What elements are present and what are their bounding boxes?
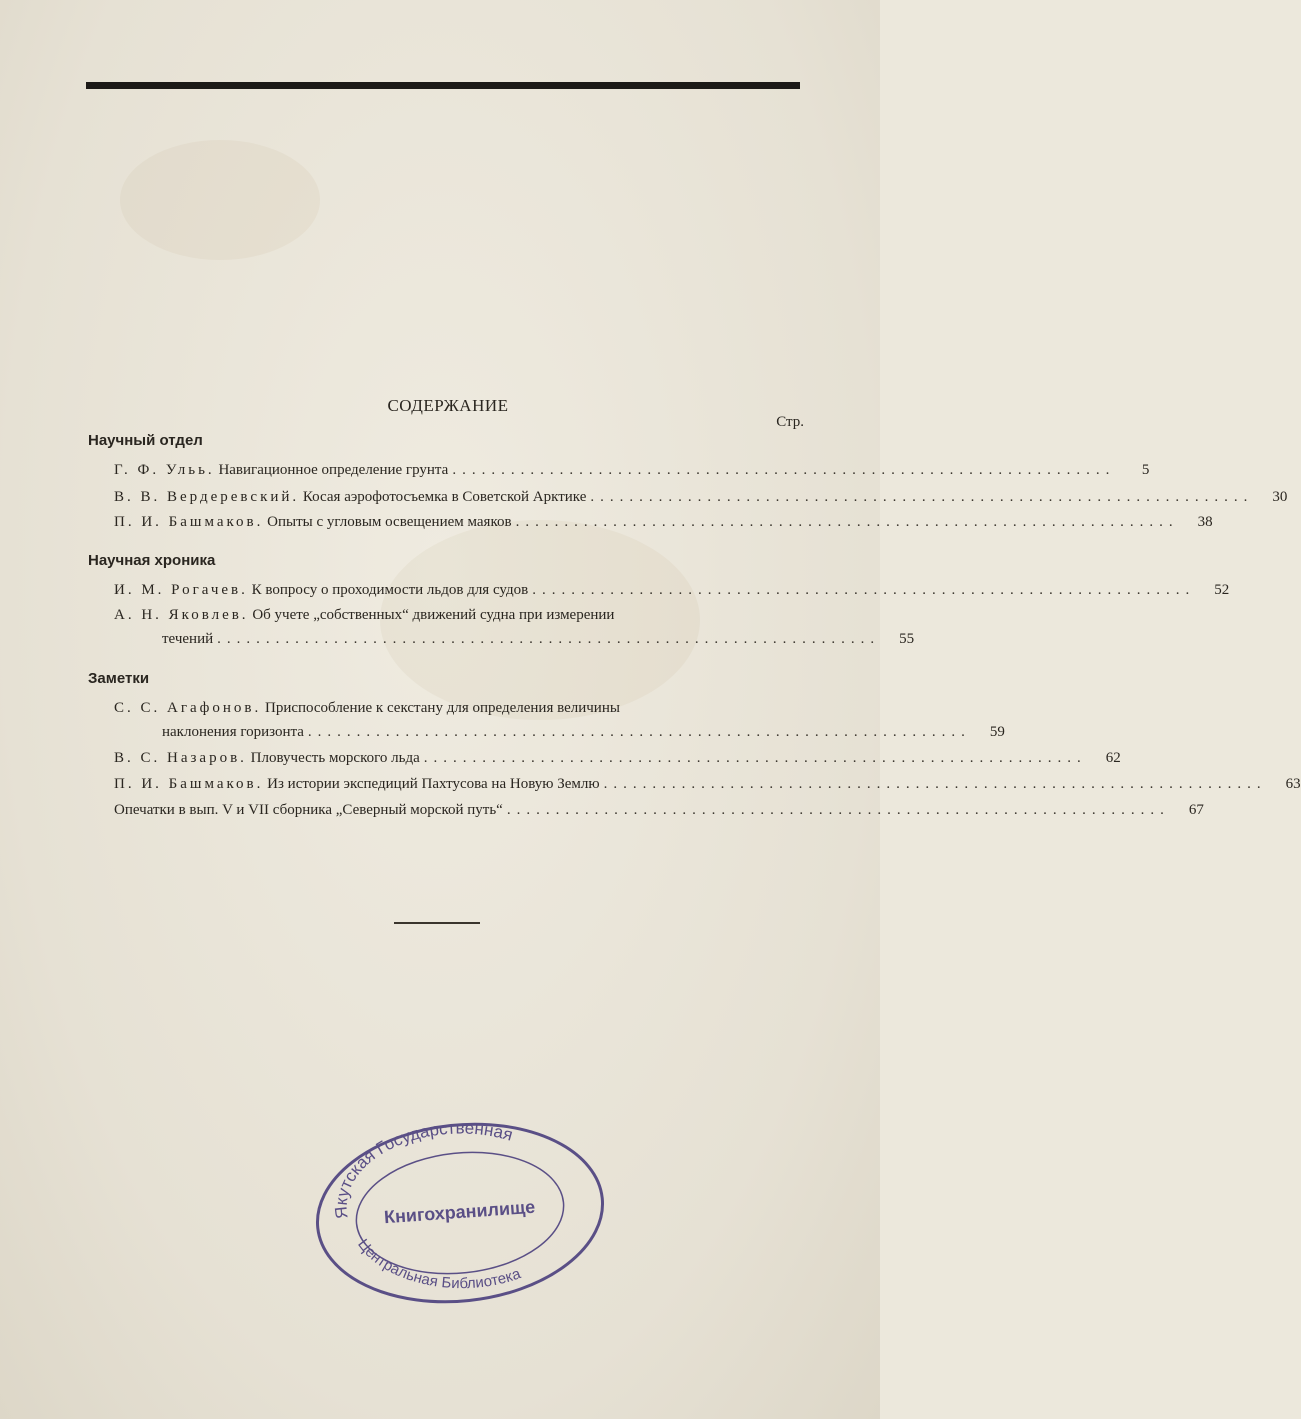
toc-entry[interactable]: [114, 772, 1301, 796]
entry-title-continuation: наклонения горизонта: [162, 724, 304, 740]
stamp-bottom-text: Центральная Библиотека: [354, 1235, 523, 1293]
leader-dots: ....................................................................: [532, 582, 1196, 598]
bottom-rule: [394, 922, 480, 924]
leader-dots: ....................................................................: [452, 462, 1116, 478]
entry-page: 62: [1105, 750, 1121, 766]
entry-author: С. С. Агафонов.: [114, 700, 262, 716]
page-title: СОДЕРЖАНИЕ: [387, 396, 509, 415]
entry-author: В. С. Назаров.: [114, 750, 247, 766]
leader-dots: ....................................................................: [423, 750, 1087, 766]
entry-title: Об учете „собственных“ движений судна при измерении: [252, 607, 615, 623]
entry-author: И. М. Рогачев.: [114, 582, 248, 598]
entry-title: Навигационное определение грунта: [218, 462, 449, 478]
section-title-notes: Заметки: [88, 670, 150, 687]
entry-title: Опыты с угловым освещением маяков: [267, 514, 512, 530]
entry-page: 59: [989, 724, 1005, 740]
toc-entry[interactable]: [114, 603, 915, 651]
entry-author: А. Н. Яковлев.: [114, 607, 249, 623]
entry-author: В. В. Вердеревский.: [114, 489, 300, 505]
section-title-chronicle: Научная хроника: [88, 552, 216, 569]
entry-title: Косая аэрофотосъемка в Советской Арктике: [302, 489, 587, 505]
leader-dots: ....................................................................: [590, 489, 1254, 505]
toc-entry[interactable]: [114, 578, 1230, 602]
toc-entry[interactable]: [114, 485, 1288, 509]
entry-title: Пловучесть морского льда: [250, 750, 420, 766]
leader-dots: ....................................................................: [603, 776, 1267, 792]
paper-stain: [120, 140, 320, 260]
leader-dots: ....................................................................: [506, 802, 1170, 818]
library-stamp: [312, 1118, 608, 1308]
section-title-scientific: Научный отдел: [88, 432, 203, 449]
entry-title: Из истории экспедиций Пахтусова на Новую Землю: [267, 776, 600, 792]
toc-entry[interactable]: [114, 696, 1005, 744]
toc-entry[interactable]: [114, 510, 1213, 534]
entry-author: П. И. Башмаков.: [114, 776, 264, 792]
entry-author: П. И. Башмаков.: [114, 514, 264, 530]
entry-page: 52: [1214, 582, 1230, 598]
entry-page: 5: [1141, 462, 1150, 478]
entry-page: 38: [1197, 514, 1213, 530]
entry-page: 67: [1188, 802, 1204, 818]
stamp-outer-text: Якутская Государственная: [331, 1118, 515, 1220]
leader-dots: ....................................................................: [217, 631, 881, 647]
toc-entry[interactable]: [114, 746, 1121, 770]
page-column-label: Стр.: [776, 414, 804, 430]
toc-entry[interactable]: [114, 798, 1204, 822]
top-rule: [86, 82, 800, 89]
entry-page: 55: [899, 631, 915, 647]
leader-dots: ....................................................................: [307, 724, 971, 740]
entry-page: 63: [1285, 776, 1301, 792]
leader-dots: ....................................................................: [515, 514, 1179, 530]
entry-title-continuation: течений: [162, 631, 214, 647]
entry-title: Приспособление к секстану для определения величины: [264, 700, 620, 716]
entry-author: Г. Ф. Ульь.: [114, 462, 215, 478]
entry-title: К вопросу о проходимости льдов для судов: [251, 582, 529, 598]
stamp-inner-text: Книгохранилище: [383, 1196, 536, 1228]
entry-title: Опечатки в вып. V и VII сборника „Северный морской путь“: [114, 802, 503, 818]
toc-entry[interactable]: [114, 458, 1150, 482]
entry-page: 30: [1272, 489, 1288, 505]
